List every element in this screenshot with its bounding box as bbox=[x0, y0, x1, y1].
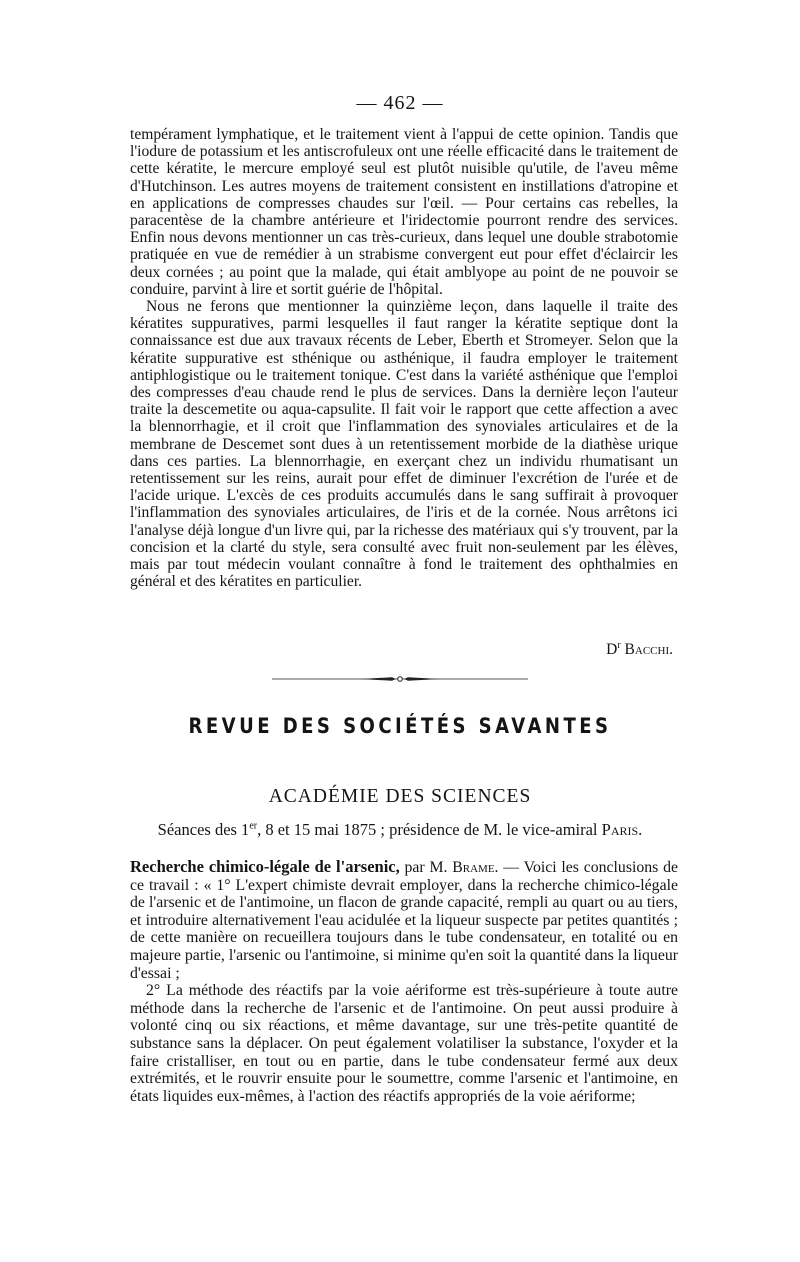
sessions-middle: , 8 et 15 mai 1875 ; présidence de M. le vice-amiral bbox=[257, 820, 602, 839]
article-intro: — Voici les conclusions de ce travail : « 1° L'expert chimiste devrait employer, dans la recherche chimico-légale de l'arsenic et de l'antimoine, un flacon de grande capacité, rempli au quart ou au tiers, et introduire alternativement l'eau acidulée et la liqueur suspecte par petites quantités ; de cette manière on recueillera toujours dans le tube condensateur, en totalité ou en majeure partie, l'arsenic ou l'antimoine, si minime qu'en soit la quantité dans la liqueur d'essai ; bbox=[130, 859, 678, 982]
article-paragraph-1 bbox=[130, 858, 678, 982]
article-paragraph-2: 2° La méthode des réactifs par la voie aériforme est très-supérieure à toute autre méthode dans la recherche de l'arsenic et de l'antimoine. On peut aussi produire à volonté cinq ou six réactions, et même davantage, sur une très-petite quantité de substance sans la déplacer. On peut également volatiliser la substance, l'oxyder et la faire cristalliser, en tout ou en partie, dans le tube condensateur fermé aux deux extrémités, et le rouvrir ensuite pour le soumettre, comme l'arsenic et l'antimoine, en états liquides eux-mêmes, à l'action des réactifs appropriés de la voie aériforme; bbox=[130, 982, 678, 1105]
section-title: REVUE DES SOCIÉTÉS SAVANTES bbox=[188, 714, 612, 738]
ornamental-rule bbox=[272, 676, 528, 682]
article-lead: Recherche chimico-légale de l'arsenic, bbox=[130, 857, 400, 876]
sessions-before: Séances des 1 bbox=[157, 820, 250, 839]
article-text bbox=[130, 858, 678, 1105]
paragraph-suppurative-keratitis: Nous ne ferons que mentionner la quinzième leçon, dans laquelle il traite des kératites suppuratives, parmi lesquelles il faut ranger la kératite septique dont la connaissance est due aux travaux récents de Leber, Eberth et Stromeyer. Selon que la kératite suppurative est sthénique ou asthénique, il faudra employer le traitement antiphlogistique ou le traitement tonique. C'est dans la variété asthénique que l'emploi des compresses d'eau chaude rend le plus de services. Dans la dernière leçon l'auteur traite la descemetite ou aqua-capsulite. Il fait voir le rapport que cette affection a avec la blennorrhagie, et il croit que l'inflammation des synoviales articulaires et de la membrane de Descemet sont dues à un retentissement morbide de la diathèse urique dans ces parties. La blennorrhagie, en exerçant chez un individu rhumatisant un retentissement sur les reins, aurait pour effet de diminuer l'excrétion de l'urée et de l'acide urique. L'excès de ces produits accumulés dans le sang suffirait à provoquer l'inflammation des synoviales articulaires, de l'iris et de la cornée. Nous arrêtons ici l'analyse déjà longue d'un livre qui, par la richesse des matériaux qui s'y trouvent, par la concision et la clarté du style, sera consulté avec fruit non-seulement par les élèves, mais par tout médecin voulant connaître à fond le traitement des ophthalmies en général et des kératites en particulier. bbox=[130, 298, 678, 591]
signature-name: Bacchi. bbox=[624, 641, 673, 659]
author-signature bbox=[130, 640, 673, 659]
sessions-sup: er bbox=[249, 820, 258, 832]
sessions-president: Paris. bbox=[601, 820, 643, 839]
sessions-line bbox=[0, 820, 800, 840]
signature-sup: r bbox=[617, 640, 621, 651]
paragraph-keratitis-treatment: tempérament lymphatique, et le traitement vient à l'appui de cette opinion. Tandis que l'iodure de potassium et les antiscrofuleux ont une réelle efficacité dans le traitement de cette kératite, le mercure employé seul est plutôt nuisible qu'utile, de l'aveu même d'Hutchinson. Les autres moyens de traitement consistent en instillations d'atropine et en applications de compresses chaudes sur l'œil. — Pour certains cas rebelles, la paracentèse de la chambre antérieure et l'iridectomie pourront rendre des services. Enfin nous devons mentionner un cas très-curieux, dans lequel une double strabotomie pratiquée en vue de remédier à un strabisme convergent eut pour effet d'éclaircir les deux cornées ; au point que la malade, qui était amblyope au point de ne pouvoir se conduire, parvint à lire et sortit guérie de l'hôpital. bbox=[130, 126, 678, 298]
signature-prefix: D bbox=[606, 641, 618, 659]
review-text bbox=[130, 126, 678, 590]
article-by: par M. bbox=[399, 859, 453, 876]
academy-heading: ACADÉMIE DES SCIENCES bbox=[268, 786, 532, 807]
page-number: — 462 — bbox=[356, 92, 444, 114]
article-author: Brame. bbox=[452, 859, 499, 876]
